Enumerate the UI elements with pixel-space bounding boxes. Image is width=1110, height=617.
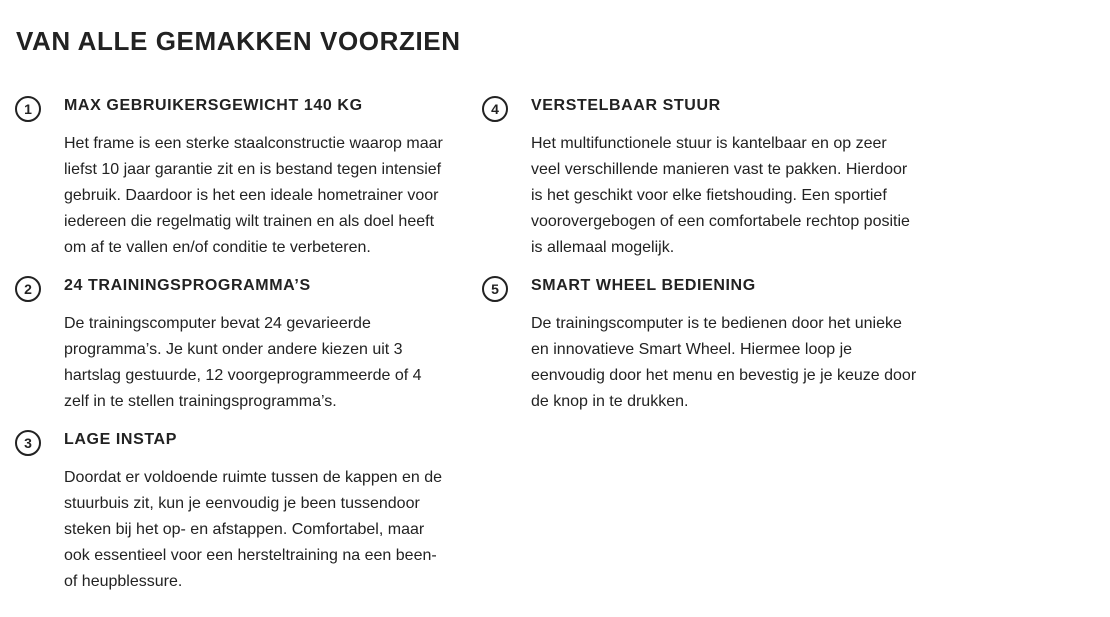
description-line: is allemaal mogelijk.: [531, 239, 675, 256]
feature-description: [64, 465, 456, 595]
description-line: zelf in te stellen trainingsprogramma’s.: [64, 393, 337, 410]
description-line: steken bij het op- en afstappen. Comfortabel, maar: [64, 521, 425, 538]
description-line: programma’s. Je kunt onder andere kiezen uit 3: [64, 341, 403, 358]
page-title: VAN ALLE GEMAKKEN VOORZIEN: [16, 26, 461, 56]
description-line: De trainingscomputer bevat 24 gevarieerde: [64, 315, 371, 332]
description-line: of heupblessure.: [64, 573, 183, 590]
description-line: Het frame is een sterke staalconstructie waarop maar: [64, 135, 443, 152]
description-line: stuurbuis zit, kun je eenvoudig je been tussendoor: [64, 495, 420, 512]
feature-number-badge: 3: [15, 430, 41, 456]
description-line: iedereen die regelmatig wilt trainen en als doel heeft: [64, 213, 435, 230]
description-line: veel verschillende manieren vast te pakken. Hierdoor: [531, 161, 908, 178]
feature-number-badge: 4: [482, 96, 508, 122]
feature-description: [531, 131, 923, 261]
feature-number-badge: 2: [15, 276, 41, 302]
description-line: om af te vallen en/of conditie te verbeteren.: [64, 239, 371, 256]
description-line: eenvoudig door het menu en bevestig je je keuze door: [531, 367, 917, 384]
description-line: de knop in te drukken.: [531, 393, 689, 410]
description-line: Het multifunctionele stuur is kantelbaar en op zeer: [531, 135, 887, 152]
description-line: gebruik. Daardoor is het een ideale hometrainer voor: [64, 187, 439, 204]
description-line: ook essentieel voor een hersteltraining na een been-: [64, 547, 437, 564]
feature-title: 24 TRAININGSPROGRAMMA’S: [64, 277, 311, 294]
feature-description: [531, 311, 923, 415]
feature-title: VERSTELBAAR STUUR: [531, 97, 721, 114]
description-line: Doordat er voldoende ruimte tussen de kappen en de: [64, 469, 443, 486]
description-line: hartslag gestuurde, 12 voorgeprogrammeerde of 4: [64, 367, 422, 384]
feature-description: [64, 311, 456, 415]
feature-number-badge: 5: [482, 276, 508, 302]
description-line: liefst 10 jaar garantie zit en is bestand tegen intensief: [64, 161, 442, 178]
description-line: is het geschikt voor elke fietshouding. Een sportief: [531, 187, 887, 204]
feature-number-badge: 1: [15, 96, 41, 122]
feature-title: LAGE INSTAP: [64, 431, 177, 448]
description-line: De trainingscomputer is te bedienen door het unieke: [531, 315, 902, 332]
description-line: voorovergebogen of een comfortabele rechtop positie: [531, 213, 910, 230]
description-line: en innovatieve Smart Wheel. Hiermee loop je: [531, 341, 853, 358]
feature-title: SMART WHEEL BEDIENING: [531, 277, 756, 294]
feature-description: [64, 131, 456, 261]
feature-title: MAX GEBRUIKERSGEWICHT 140 KG: [64, 97, 363, 114]
